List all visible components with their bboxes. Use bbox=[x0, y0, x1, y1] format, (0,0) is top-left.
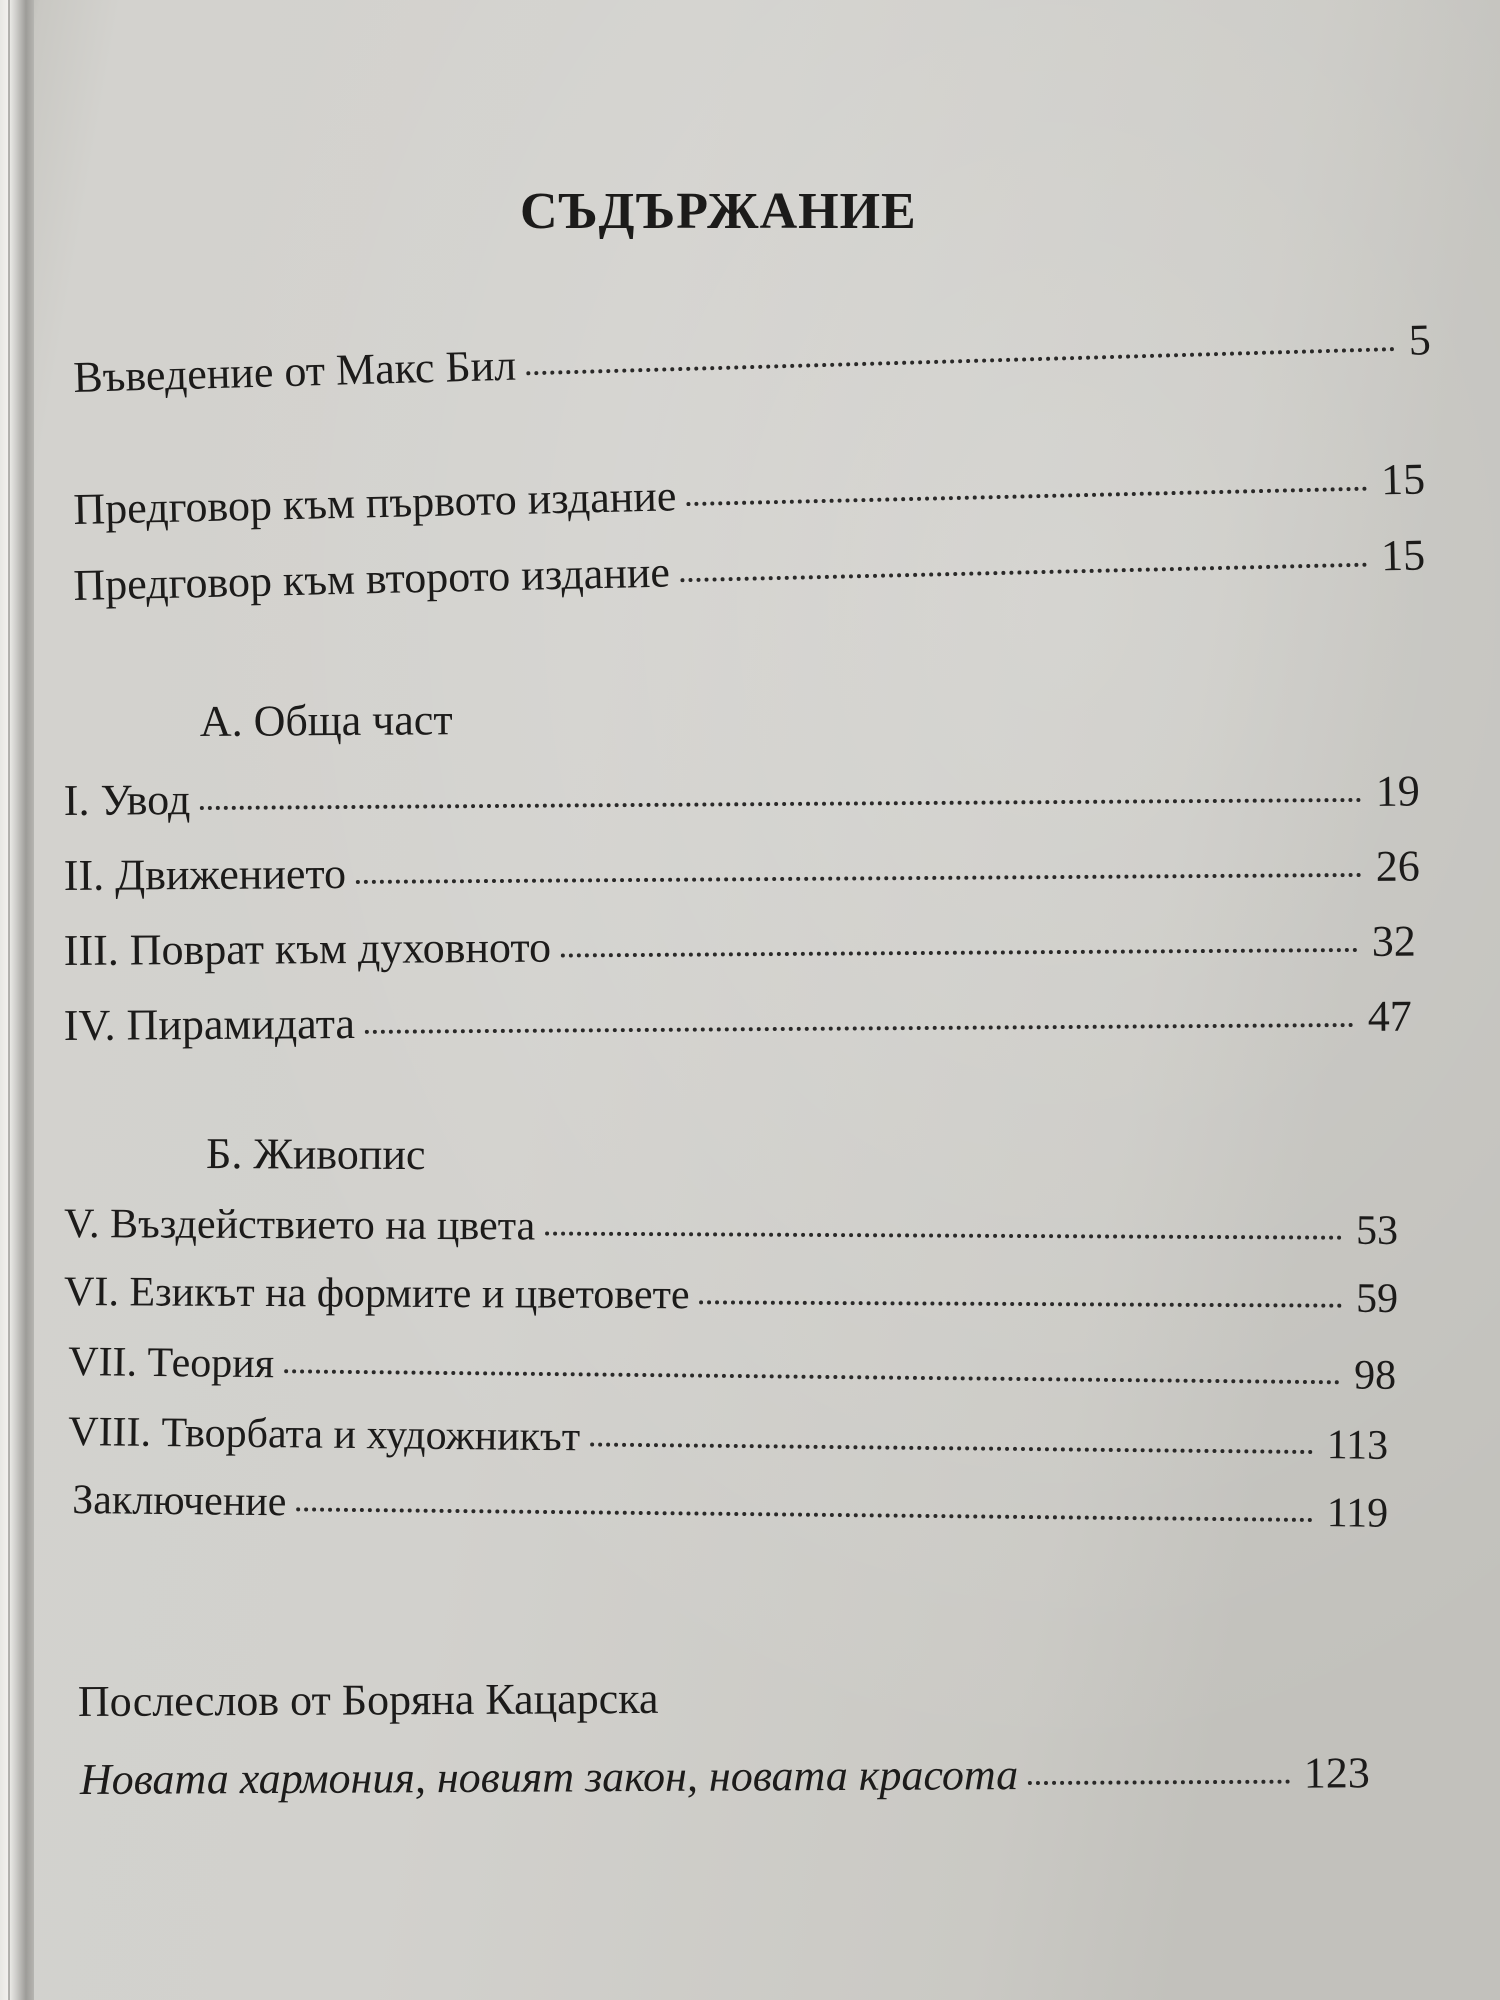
toc-entry-chapter-2[interactable] bbox=[64, 841, 1420, 901]
toc-entry-label: V. Въздействието на цвета bbox=[64, 1201, 536, 1250]
toc-entry-label: VI. Езикът на формите и цветовете bbox=[64, 1269, 690, 1319]
toc-entry-label: Предговор към второто издание bbox=[72, 547, 671, 611]
section-heading-part-b: Б. Живопис bbox=[206, 1129, 426, 1180]
toc-entry-label: II. Движението bbox=[63, 849, 347, 900]
toc-entry-label: VIII. Творбата и художникът bbox=[68, 1409, 581, 1461]
toc-entry-page: 15 bbox=[1380, 454, 1426, 505]
toc-entry-chapter-7[interactable] bbox=[68, 1338, 1396, 1400]
dot-leader bbox=[1028, 1780, 1290, 1785]
toc-entry-page: 113 bbox=[1326, 1422, 1389, 1469]
dot-leader bbox=[356, 873, 1362, 884]
toc-entry-chapter-3[interactable] bbox=[64, 916, 1416, 976]
dot-leader bbox=[545, 1232, 1342, 1240]
toc-entry-afterword[interactable] bbox=[80, 1747, 1370, 1805]
toc-entry-label: Предговор към първото издание bbox=[72, 471, 677, 535]
toc-entry-preface-first[interactable] bbox=[73, 453, 1426, 535]
toc-entry-page: 53 bbox=[1355, 1207, 1399, 1254]
toc-entry-chapter-5[interactable] bbox=[64, 1200, 1398, 1255]
toc-entry-label: Заключение bbox=[72, 1477, 287, 1526]
section-heading-part-a: А. Обща част bbox=[199, 695, 453, 746]
dot-leader bbox=[296, 1507, 1312, 1522]
toc-entry-label: Новата хармония, новият закон, новата красота bbox=[79, 1750, 1019, 1804]
toc-entry-conclusion[interactable] bbox=[72, 1476, 1388, 1538]
toc-entry-label: Въведение от Макс Бил bbox=[72, 340, 517, 403]
toc-entry-introduction[interactable] bbox=[73, 314, 1432, 403]
toc-entry-chapter-6[interactable] bbox=[64, 1268, 1398, 1323]
dot-leader bbox=[561, 948, 1358, 958]
toc-entry-preface-second[interactable] bbox=[73, 529, 1426, 611]
toc-entry-page: 47 bbox=[1367, 991, 1412, 1041]
toc-entry-page: 15 bbox=[1380, 530, 1426, 581]
toc-entry-label: III. Поврат към духовното bbox=[63, 922, 552, 975]
dot-leader bbox=[680, 563, 1367, 583]
toc-entry-chapter-4[interactable] bbox=[64, 991, 1412, 1051]
toc-entry-label: VII. Теория bbox=[68, 1339, 275, 1388]
dot-leader bbox=[200, 798, 1362, 810]
toc-entry-label: I. Увод bbox=[63, 775, 191, 825]
toc-entry-page: 123 bbox=[1303, 1748, 1370, 1798]
toc-entry-page: 19 bbox=[1375, 766, 1420, 816]
dot-leader bbox=[700, 1300, 1343, 1307]
toc-entry-page: 32 bbox=[1371, 916, 1416, 966]
afterword-heading: Послеслов от Боряна Кацарска bbox=[77, 1673, 659, 1726]
dot-leader bbox=[526, 347, 1395, 375]
toc-entry-page: 59 bbox=[1355, 1275, 1399, 1322]
page-title: СЪДЪРЖАНИЕ bbox=[520, 183, 917, 240]
dot-leader bbox=[284, 1369, 1340, 1384]
toc-entry-page: 26 bbox=[1375, 841, 1420, 891]
toc-entry-page: 119 bbox=[1326, 1490, 1389, 1537]
toc-entry-chapter-8[interactable] bbox=[68, 1408, 1388, 1470]
toc-entry-page: 5 bbox=[1408, 315, 1432, 365]
toc-entry-chapter-1[interactable] bbox=[64, 766, 1420, 826]
dot-leader bbox=[365, 1023, 1354, 1034]
dot-leader bbox=[686, 487, 1367, 506]
toc-entry-label: IV. Пирамидата bbox=[63, 998, 356, 1050]
dot-leader bbox=[590, 1442, 1313, 1454]
toc-entry-page: 98 bbox=[1353, 1352, 1397, 1399]
